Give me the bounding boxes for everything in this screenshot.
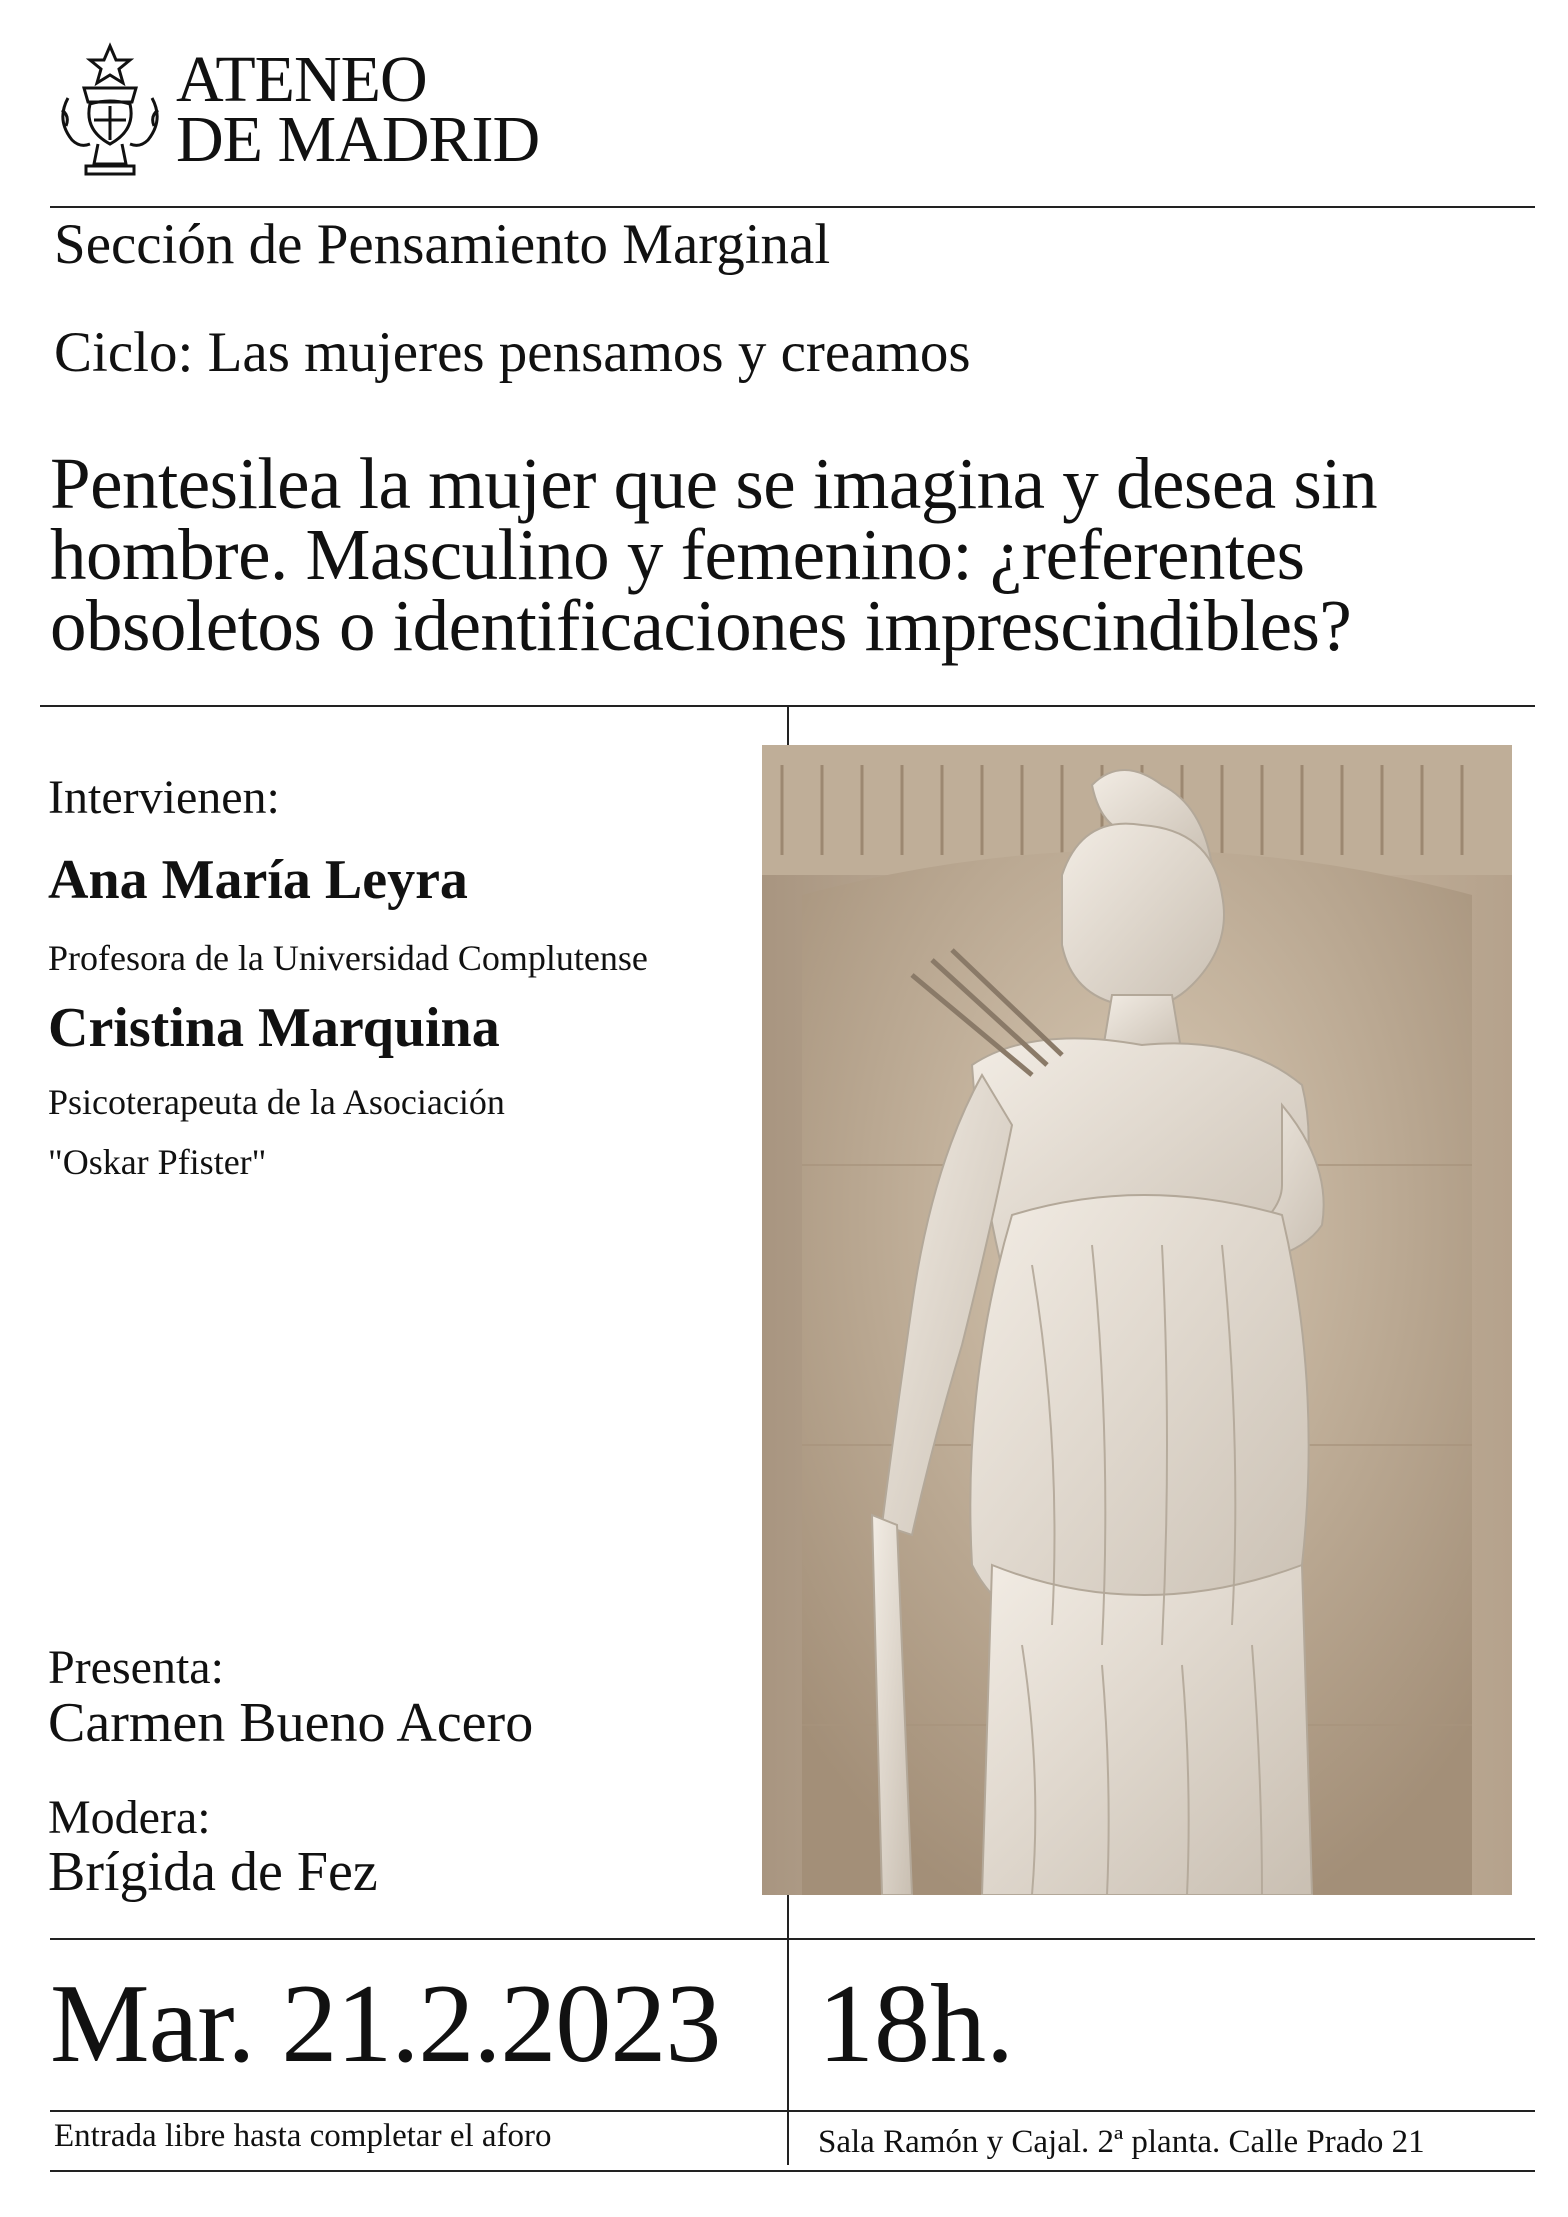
speakers-label: Intervienen: <box>48 771 280 824</box>
rule-bottom <box>50 2170 1535 2172</box>
speaker-role-line-1: Psicoterapeuta de la Asociación <box>48 1082 505 1122</box>
event-title: Pentesilea la mujer que se imagina y desea sin hombre. Masculino y femenino: ¿referentes obsoletos o identificaciones imprescindibles? <box>50 443 1378 666</box>
entrance-note: Entrada libre hasta completar el aforo <box>54 2118 552 2154</box>
event-time: 18h. <box>818 1962 1014 2086</box>
venue-address: Sala Ramón y Cajal. 2ª planta. Calle Prado 21 <box>818 2124 1425 2160</box>
rule-above-footer <box>50 2110 1535 2112</box>
event-date: Mar. 21.2.2023 <box>50 1962 721 2086</box>
presenter-name: Carmen Bueno Acero <box>48 1692 534 1754</box>
section-name: Sección de Pensamiento Marginal <box>54 213 831 276</box>
speaker-name: Cristina Marquina <box>48 997 500 1059</box>
speaker-name: Ana María Leyra <box>48 849 468 911</box>
speaker-role: Profesora de la Universidad Complutense <box>48 938 648 978</box>
logo-line-1: ATENEO <box>176 43 427 116</box>
logo-line-2: DE MADRID <box>176 103 540 176</box>
rule-under-header <box>50 206 1535 208</box>
moderator-name: Brígida de Fez <box>48 1841 378 1903</box>
speaker-role-line-2: "Oskar Pfister" <box>48 1142 267 1182</box>
cycle-name: Ciclo: Las mujeres pensamos y creamos <box>54 321 971 384</box>
ateneo-logo-icon <box>50 40 170 180</box>
moderator-label: Modera: <box>48 1791 211 1844</box>
statue-photo <box>762 745 1512 1895</box>
rule-above-date <box>50 1938 1535 1940</box>
ateneo-logo-wordmark <box>176 43 540 176</box>
presenter-label: Presenta: <box>48 1641 224 1694</box>
speaker-role <box>48 1072 505 1192</box>
